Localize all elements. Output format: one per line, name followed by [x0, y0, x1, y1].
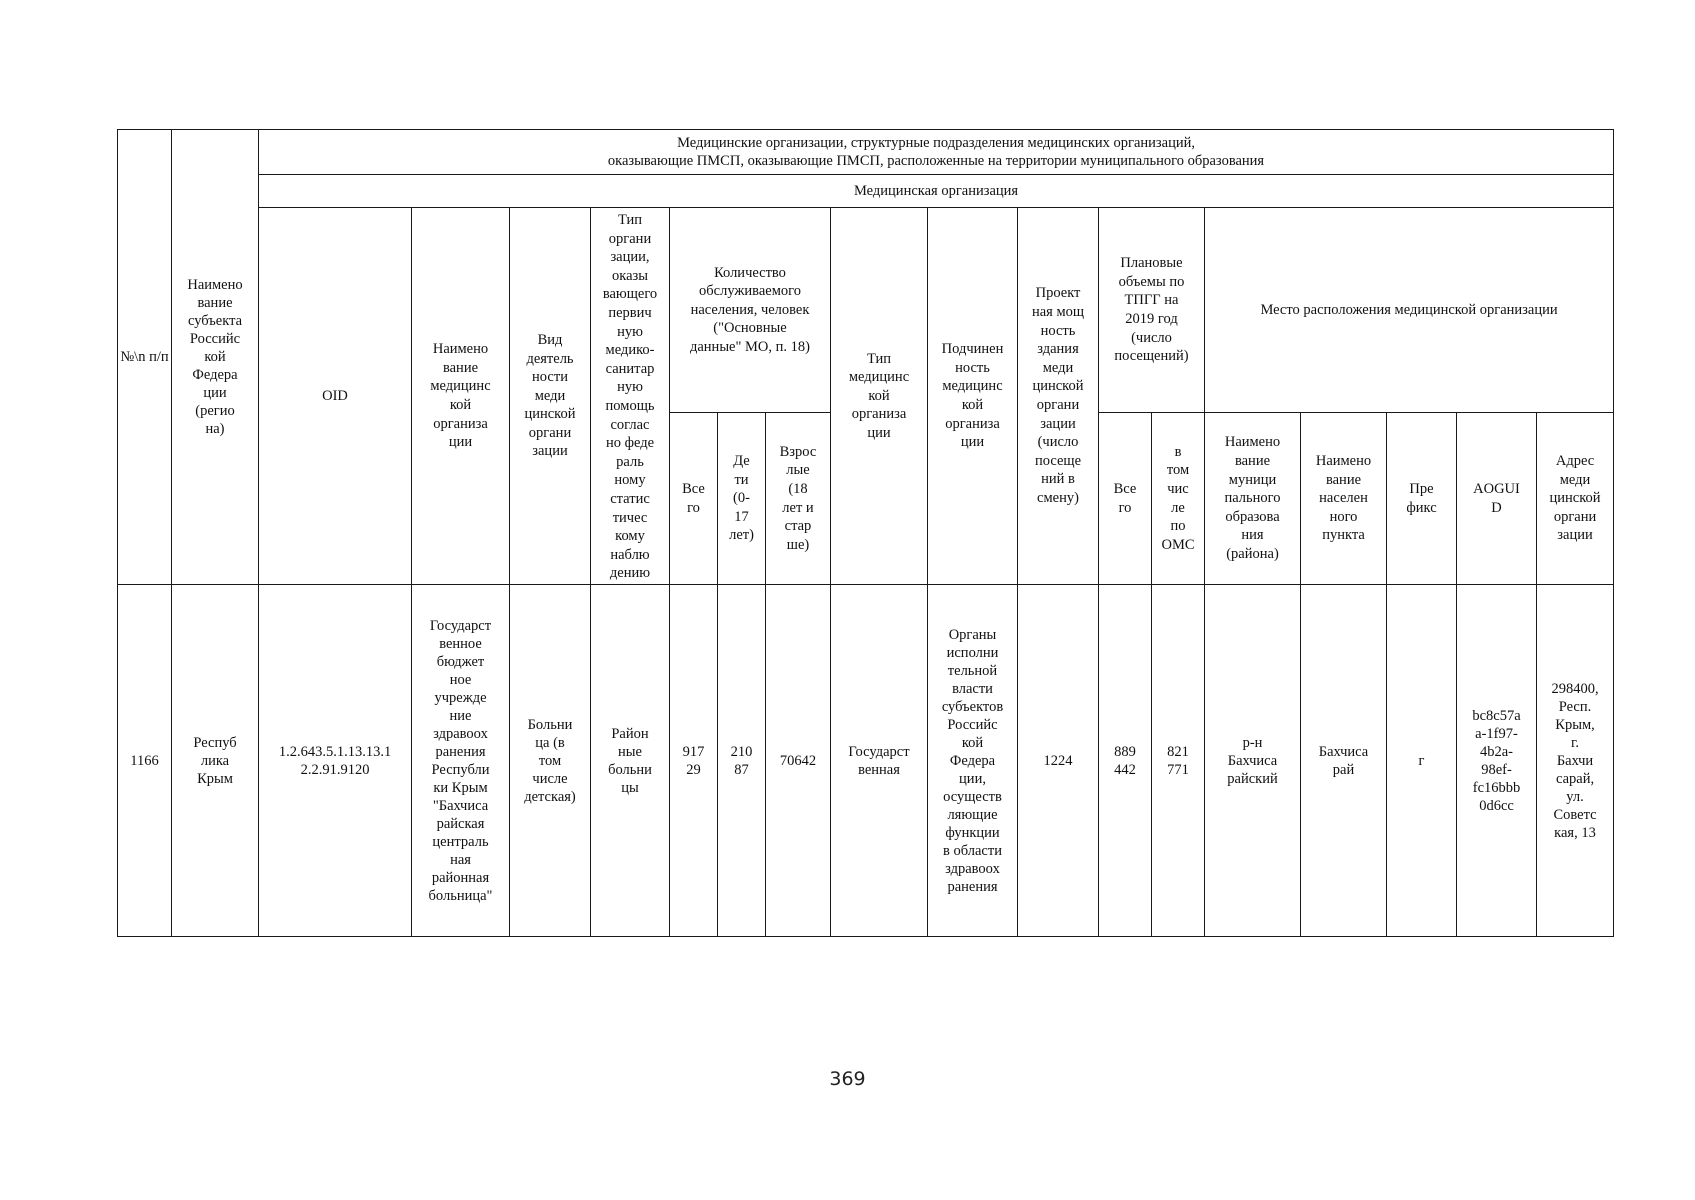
cell-population-adults: 70642	[766, 585, 831, 937]
cell-row-number: 1166	[118, 585, 172, 937]
header-subordination: Подчинен ность медицинс кой организа ции	[928, 208, 1018, 585]
header-location: Место расположения медицинской организации	[1205, 208, 1614, 413]
header-federal-org-type: Тип органи зации, оказы вающего первич ную медико- санитар ную помощь соглас но феде раль ному статис тичес кому наблю дению	[591, 208, 670, 585]
header-planned-oms: в том чис ле по ОМС	[1152, 413, 1205, 585]
cell-oid: 1.2.643.5.1.13.13.1 2.2.91.9120	[259, 585, 412, 937]
header-main-group: Медицинские организации, структурные подразделения медицинских организаций, оказывающие ПМСП, оказывающие ПМСП, расположенные на территории муниципального образования	[259, 130, 1614, 175]
header-settlement: Наимено вание населен ного пункта	[1301, 413, 1387, 585]
header-row-number: №\n п/п	[118, 130, 172, 585]
cell-address: 298400, Респ. Крым, г. Бахчи сарай, ул. Советс кая, 13	[1537, 585, 1614, 937]
header-oid: OID	[259, 208, 412, 585]
header-subject-name: Наимено вание субъекта Российс кой Федера ции (регио на)	[172, 130, 259, 585]
header-population-adults: Взрос лые (18 лет и стар ше)	[766, 413, 831, 585]
header-population: Количество обслуживаемого населения, человек ("Основные данные" МО, п. 18)	[670, 208, 831, 413]
header-activity-type: Вид деятель ности меди цинской органи зации	[510, 208, 591, 585]
header-medical-org-type: Тип медицинс кой организа ции	[831, 208, 928, 585]
cell-medical-org-type: Государст венная	[831, 585, 928, 937]
page-number: 369	[829, 1068, 866, 1090]
header-organization-name: Наимено вание медицинс кой организа ции	[412, 208, 510, 585]
header-prefix: Пре фикс	[1387, 413, 1457, 585]
cell-organization-name: Государст венное бюджет ное учрежде ние здравоох ранения Республи ки Крым "Бахчиса райская централь ная районная больница"	[412, 585, 510, 937]
header-planned-volumes: Плановые объемы по ТПГГ на 2019 год (число посещений)	[1099, 208, 1205, 413]
header-population-children: Де ти (0- 17 лет)	[718, 413, 766, 585]
cell-federal-org-type: Район ные больни цы	[591, 585, 670, 937]
cell-population-total: 917 29	[670, 585, 718, 937]
header-aoguid: AOGUI D	[1457, 413, 1537, 585]
medical-organizations-table	[117, 129, 1614, 937]
cell-subject-name: Респуб лика Крым	[172, 585, 259, 937]
cell-population-children: 210 87	[718, 585, 766, 937]
cell-design-capacity: 1224	[1018, 585, 1099, 937]
cell-settlement: Бахчиса рай	[1301, 585, 1387, 937]
header-planned-total: Все го	[1099, 413, 1152, 585]
header-population-total: Все го	[670, 413, 718, 585]
header-medical-organization: Медицинская организация	[259, 175, 1614, 208]
cell-prefix: г	[1387, 585, 1457, 937]
cell-municipality: р-н Бахчиса райский	[1205, 585, 1301, 937]
header-address: Адрес меди цинской органи зации	[1537, 413, 1614, 585]
header-municipality: Наимено вание муници пального образова ния (района)	[1205, 413, 1301, 585]
cell-activity-type: Больни ца (в том числе детская)	[510, 585, 591, 937]
cell-subordination: Органы исполни тельной власти субъектов Российс кой Федера ции, осуществ ляющие функции в области здравоох ранения	[928, 585, 1018, 937]
header-design-capacity: Проект ная мощ ность здания меди цинской органи зации (число посеще ний в смену)	[1018, 208, 1099, 585]
table-row	[118, 585, 1614, 937]
cell-planned-oms: 821 771	[1152, 585, 1205, 937]
cell-planned-total: 889 442	[1099, 585, 1152, 937]
cell-aoguid: bc8c57a a-1f97- 4b2a- 98ef- fc16bbb 0d6cc	[1457, 585, 1537, 937]
